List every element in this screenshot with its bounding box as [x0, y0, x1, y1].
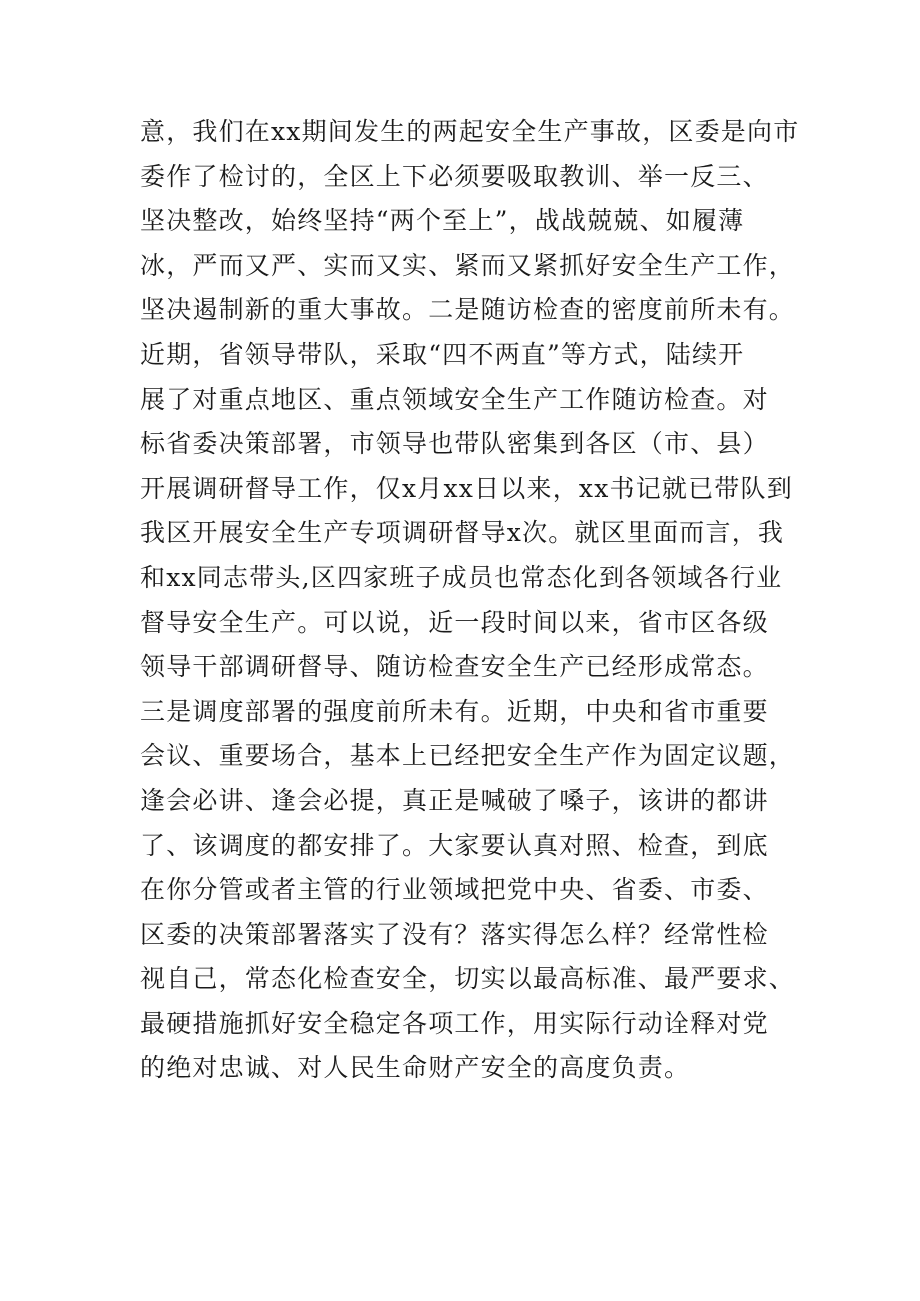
text-line: 三是调度部署的强度前所未有。近期，中央和省市重要 [140, 696, 769, 726]
text-line: 我区开展安全生产专项调研督导x次。就区里面而言，我 [140, 518, 785, 548]
text-line: 最硬措施抓好安全稳定各项工作，用实际行动诠释对党 [140, 1008, 769, 1038]
text-line: 标省委决策部署，市领导也带队密集到各区（市、县） [140, 429, 769, 459]
text-line: 冰，严而又严、实而又实、紧而又紧抓好安全生产工作， [140, 250, 796, 280]
text-line: 展了对重点地区、重点领域安全生产工作随访检查。对 [140, 384, 769, 414]
text-line: 逢会必讲、逢会必提，真正是喊破了嗓子，该讲的都讲 [140, 785, 769, 815]
body-text [140, 110, 800, 1091]
text-line: 视自己，常态化检查安全，切实以最高标准、最严要求、 [140, 964, 796, 994]
text-line: 在你分管或者主管的行业领域把党中央、省委、市委、 [140, 875, 769, 905]
text-line: 领导干部调研督导、随访检查安全生产已经形成常态。 [140, 652, 769, 682]
text-line: 了、该调度的都安排了。大家要认真对照、检查，到底 [140, 830, 769, 860]
text-line: 委作了检讨的，全区上下必须要吸取教训、举一反三、 [140, 161, 769, 191]
text-line: 区委的决策部署落实了没有？落实得怎么样？经常性检 [140, 919, 769, 949]
text-line: 的绝对忠诚、对人民生命财产安全的高度负责。 [140, 1053, 691, 1083]
text-line: 和xx同志带头,区四家班子成员也常态化到各领域各行业 [140, 562, 783, 592]
text-line: 意，我们在xx期间发生的两起安全生产事故，区委是向市 [140, 117, 800, 146]
text-line: 督导安全生产。可以说，近一段时间以来，省市区各级 [140, 607, 769, 637]
text-line: 开展调研督导工作，仅x月xx日以来，xx书记就已带队到 [140, 473, 793, 503]
text-line: 坚决整改，始终坚持“两个至上”，战战兢兢、如履薄 [140, 206, 745, 236]
text-line: 坚决遏制新的重大事故。二是随访检查的密度前所未有。 [140, 295, 796, 325]
text-line: 会议、重要场合，基本上已经把安全生产作为固定议题， [140, 741, 796, 771]
text-line: 近期，省领导带队，采取“四不两直”等方式，陆续开 [140, 339, 745, 369]
